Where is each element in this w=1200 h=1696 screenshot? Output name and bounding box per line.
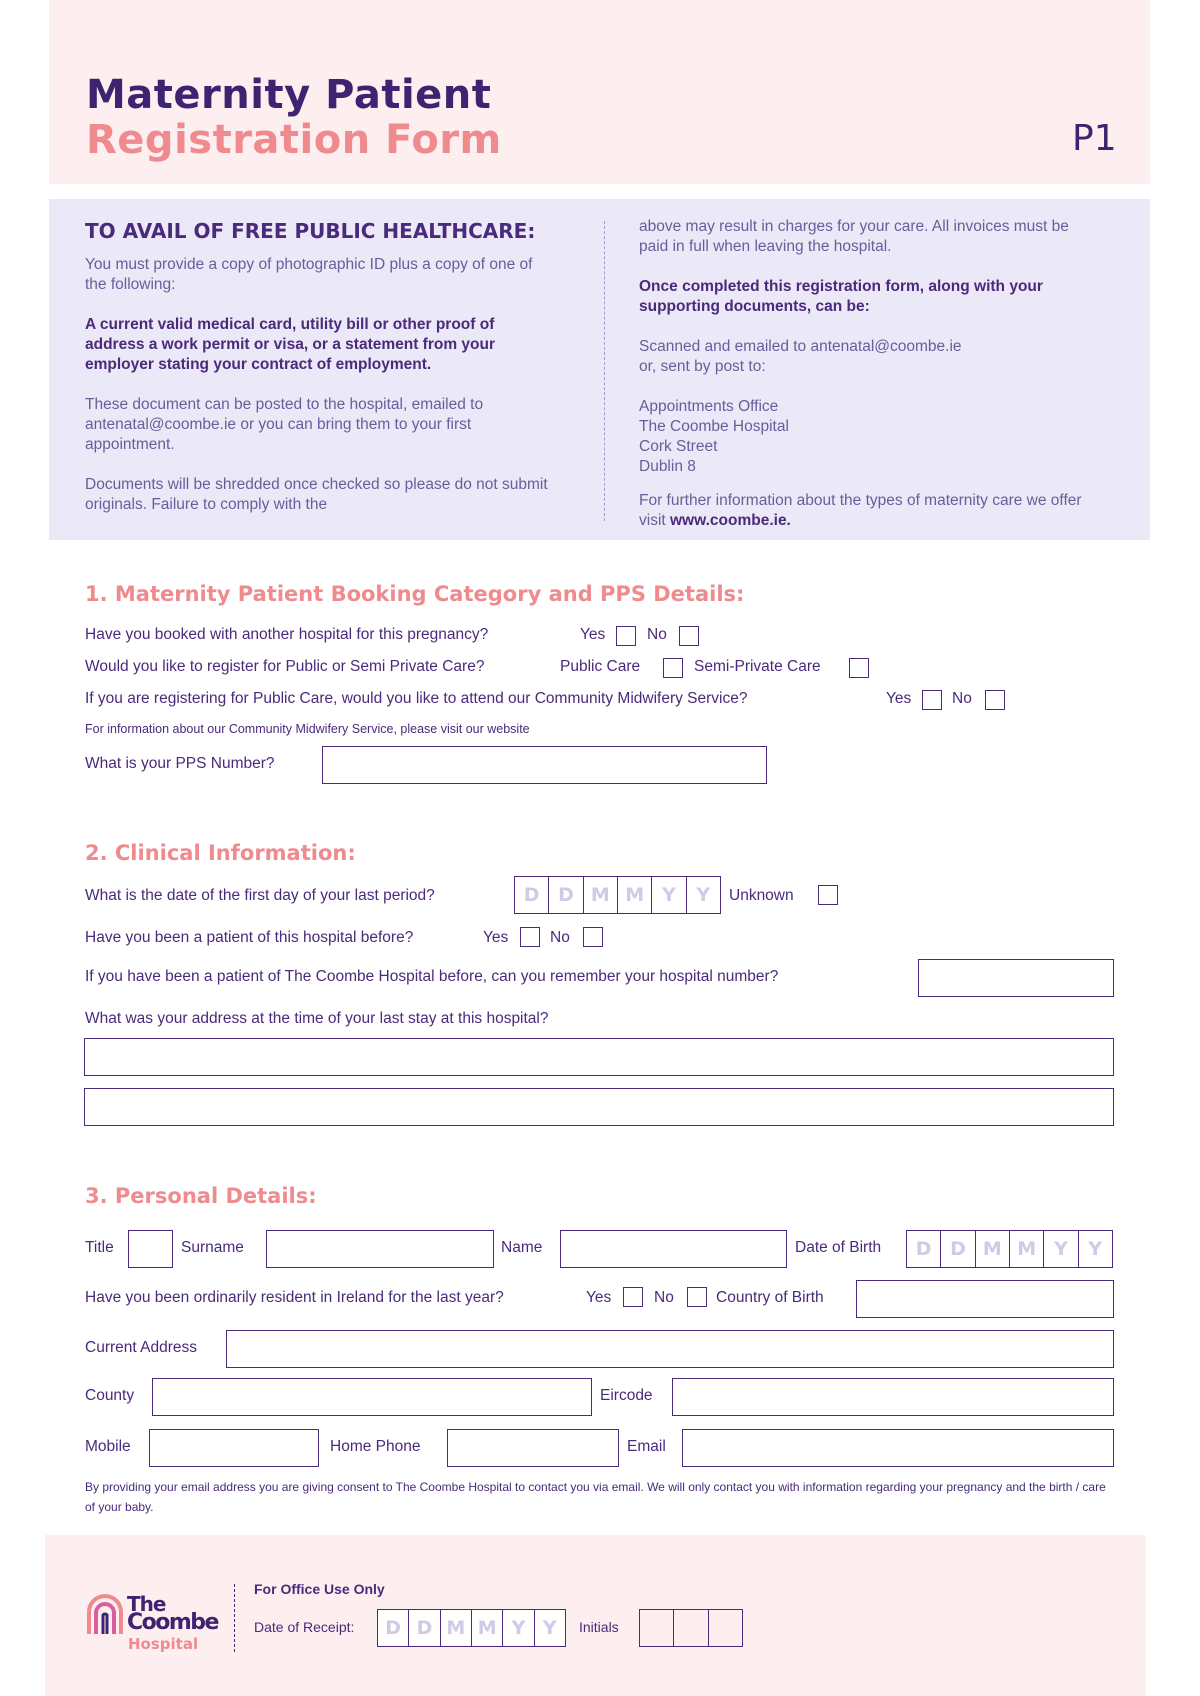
address-line: Appointments Office (639, 398, 779, 415)
label-no: No (952, 690, 972, 707)
label-public-care: Public Care (560, 658, 641, 675)
previous-address-line2-input[interactable] (84, 1088, 1114, 1126)
label-title: Title (85, 1239, 114, 1256)
date-digit-placeholder: D (409, 1610, 440, 1646)
coombe-hospital-logo (85, 1592, 225, 1656)
previous-address-line1-input[interactable] (84, 1038, 1114, 1076)
patient-before-yes-checkbox[interactable] (520, 927, 540, 947)
current-address-input[interactable] (226, 1330, 1114, 1368)
info-right-p3-line1: Scanned and emailed to antenatal@coombe.ie (639, 338, 962, 355)
period-unknown-checkbox[interactable] (818, 885, 838, 905)
info-panel (49, 199, 1150, 540)
section2-title: 2. Clinical Information: (85, 841, 356, 865)
info-right-p3-line2: or, sent by post to: (639, 358, 766, 375)
address-line: Dublin 8 (639, 458, 696, 475)
date-digit-placeholder: D (907, 1231, 941, 1267)
label-no: No (654, 1289, 674, 1306)
label-unknown: Unknown (729, 887, 794, 904)
address-line: Cork Street (639, 438, 718, 455)
q-ordinarily-resident: Have you been ordinarily resident in Ireland for the last year? (85, 1289, 504, 1306)
label-eircode: Eircode (600, 1387, 653, 1404)
info-heading: TO AVAIL OF FREE PUBLIC HEALTHCARE: (85, 219, 536, 243)
label-date-of-receipt: Date of Receipt: (254, 1619, 355, 1635)
label-semi-private-care: Semi-Private Care (694, 658, 821, 675)
initials-cell (674, 1610, 708, 1646)
q-patient-before: Have you been a patient of this hospital before? (85, 929, 414, 946)
address-line: The Coombe Hospital (639, 418, 789, 435)
eircode-input[interactable] (672, 1378, 1114, 1416)
label-name: Name (501, 1239, 543, 1256)
patient-before-no-checkbox[interactable] (583, 927, 603, 947)
q-booked-other-hospital: Have you booked with another hospital for this pregnancy? (85, 626, 489, 643)
label-pps-number: What is your PPS Number? (85, 755, 275, 772)
info-divider (604, 221, 605, 521)
q-previous-address: What was your address at the time of your last stay at this hospital? (85, 1010, 549, 1027)
info-left-p4: Documents will be shredded once checked so please do not submit originals. Failure to comply with the (85, 476, 548, 513)
midwifery-info-note: For information about our Community Midwifery Service, please visit our website (85, 722, 530, 736)
date-digit-placeholder: Y (652, 877, 686, 913)
label-surname: Surname (181, 1239, 244, 1256)
form-title-line2: Registration Form (86, 117, 502, 163)
info-left-p3: These document can be posted to the hospital, emailed to antenatal@coombe.ie or you can bring them to your first appointment. (85, 396, 484, 453)
booked-other-no-checkbox[interactable] (679, 626, 699, 646)
midwifery-yes-checkbox[interactable] (922, 690, 942, 710)
email-input[interactable] (682, 1429, 1114, 1467)
info-right-p5: For further information about the types of maternity care we offer visit (639, 492, 1082, 529)
date-digit-placeholder: M (618, 877, 652, 913)
hospital-number-input[interactable] (918, 959, 1114, 997)
logo-text-hospital: Hospital (128, 1635, 199, 1653)
resident-no-checkbox[interactable] (687, 1287, 707, 1307)
q-community-midwifery: If you are registering for Public Care, would you like to attend our Community Midwifery Service? (85, 690, 748, 707)
info-left-p2: A current valid medical card, utility bill or other proof of address a work permit or visa, or a statement from your employer stating your contract of employment. (85, 316, 496, 373)
county-input[interactable] (152, 1378, 592, 1416)
page-number: P1 (1072, 118, 1117, 159)
label-home-phone: Home Phone (330, 1438, 421, 1455)
label-yes: Yes (580, 626, 606, 643)
logo-text-the: The (127, 1592, 166, 1616)
booked-other-yes-checkbox[interactable] (616, 626, 636, 646)
info-left-p1: You must provide a copy of photographic ID plus a copy of one of the following: (85, 256, 533, 293)
label-country-of-birth: Country of Birth (716, 1289, 824, 1306)
date-digit-placeholder: D (378, 1610, 409, 1646)
info-left-column (85, 221, 555, 535)
label-mobile: Mobile (85, 1438, 131, 1455)
date-digit-placeholder: Y (1088, 1238, 1103, 1260)
info-right-column (639, 217, 1099, 551)
initials-cell (709, 1610, 742, 1646)
date-of-receipt-input[interactable] (377, 1609, 566, 1647)
date-of-birth-input[interactable] (906, 1230, 1113, 1268)
info-right-p2: Once completed this registration form, along with your supporting documents, can be: (639, 278, 1043, 315)
label-date-of-birth: Date of Birth (795, 1239, 882, 1256)
label-no: No (550, 929, 570, 946)
public-care-checkbox[interactable] (663, 658, 683, 678)
midwifery-no-checkbox[interactable] (985, 690, 1005, 710)
date-digit-placeholder: M (441, 1610, 472, 1646)
date-digit-placeholder: Y (1044, 1231, 1078, 1267)
label-current-address: Current Address (85, 1339, 197, 1356)
website-link[interactable]: www.coombe.ie. (670, 512, 791, 529)
footer-divider (234, 1584, 235, 1652)
date-digit-placeholder: Y (542, 1617, 557, 1639)
mobile-input[interactable] (149, 1429, 319, 1467)
pps-number-input[interactable] (322, 746, 767, 784)
date-digit-placeholder: D (941, 1231, 975, 1267)
semi-private-care-checkbox[interactable] (849, 658, 869, 678)
section1-title: 1. Maternity Patient Booking Category and PPS Details: (85, 582, 745, 606)
postal-address (639, 397, 1099, 477)
label-email: Email (627, 1438, 666, 1455)
section3-title: 3. Personal Details: (85, 1184, 317, 1208)
resident-yes-checkbox[interactable] (623, 1287, 643, 1307)
initials-cell (640, 1610, 674, 1646)
date-digit-placeholder: M (1010, 1231, 1044, 1267)
date-digit-placeholder: M (472, 1610, 503, 1646)
date-digit-placeholder: Y (696, 884, 711, 906)
info-right-p1: above may result in charges for your care. All invoices must be paid in full when leaving the hospital. (639, 218, 1069, 255)
country-of-birth-input[interactable] (856, 1280, 1114, 1318)
email-consent-note: By providing your email address you are giving consent to The Coombe Hospital to contact you via email. We will only contact you with information regarding your pregnancy and the birth / care of your baby. (85, 1480, 1106, 1514)
label-no: No (647, 626, 667, 643)
q-public-or-semi-private: Would you like to register for Public or Semi Private Care? (85, 658, 485, 675)
form-title-line1: Maternity Patient (86, 72, 492, 118)
home-phone-input[interactable] (447, 1429, 619, 1467)
date-digit-placeholder: D (549, 877, 583, 913)
q-hospital-number: If you have been a patient of The Coombe Hospital before, can you remember your hospital number? (85, 968, 779, 985)
date-digit-placeholder: M (976, 1231, 1010, 1267)
title-input[interactable] (128, 1230, 173, 1268)
last-period-date-input[interactable] (514, 876, 721, 914)
logo-text-coombe: Coombe (127, 1610, 218, 1635)
surname-input[interactable] (266, 1230, 494, 1268)
date-digit-placeholder: Y (503, 1610, 534, 1646)
date-digit-placeholder: M (584, 877, 618, 913)
label-county: County (85, 1387, 135, 1404)
date-digit-placeholder: D (515, 877, 549, 913)
label-yes: Yes (483, 929, 509, 946)
label-initials: Initials (579, 1619, 619, 1635)
label-yes: Yes (886, 690, 912, 707)
arch-logo-icon (85, 1592, 125, 1636)
initials-input[interactable] (639, 1609, 743, 1647)
office-use-label: For Office Use Only (254, 1581, 385, 1597)
label-last-period-date: What is the date of the first day of your last period? (85, 887, 435, 904)
label-yes: Yes (586, 1289, 612, 1306)
name-input[interactable] (560, 1230, 787, 1268)
